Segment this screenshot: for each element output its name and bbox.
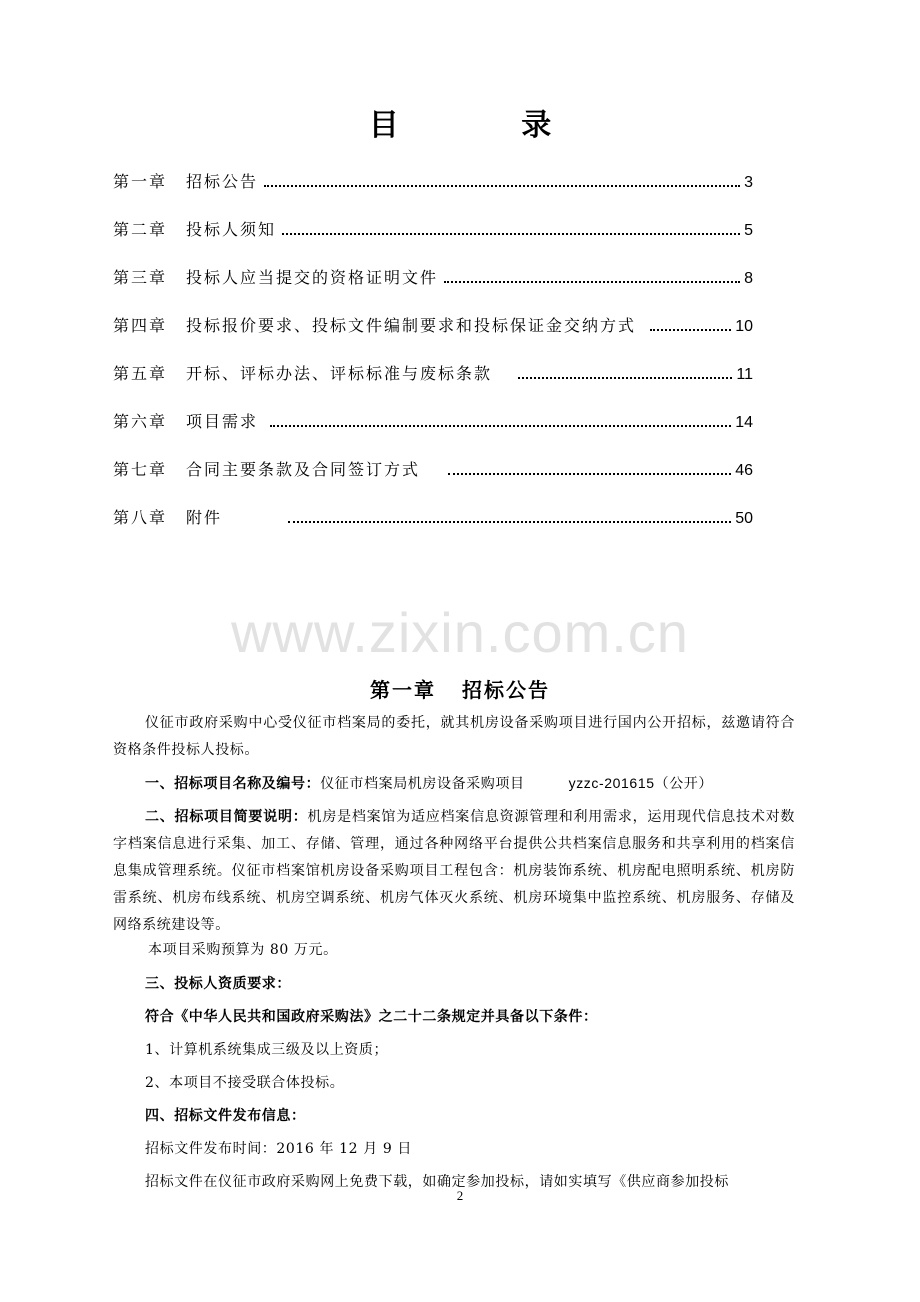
intro-paragraph: 仪征市政府采购中心受仪征市档案局的委托，就其机房设备采购项目进行国内公开招标，兹邀请符合资格条件投标人投标。 [113,715,795,758]
toc-entry-title: 开标、评标办法、评标标准与废标条款 [186,364,493,383]
release-date: 招标文件发布时间：2016 年 12 月 9 日 [145,1141,413,1157]
toc-chapter: 第八章 [113,508,168,527]
toc-entry-title: 投标报价要求、投标文件编制要求和投标保证金交纳方式 [186,316,637,335]
toc-chapter: 第二章 [113,220,168,239]
toc-leader-dots [518,377,732,379]
toc-leader-dots [650,329,731,331]
toc-page-number: 5 [744,222,753,239]
page-number: 2 [456,1188,464,1203]
qualification-item: 1、计算机系统集成三级及以上资质； [145,1042,389,1058]
project-code: yzzc-201615（公开） [568,775,713,791]
section-release-info [113,1103,795,1130]
toc-entry-title: 附件 [186,508,223,527]
toc-page-number: 50 [735,510,753,527]
toc-page-number: 14 [735,414,753,431]
toc-entry[interactable] [113,217,753,243]
toc-page-number: 10 [735,318,753,335]
toc-page-number: 46 [735,462,753,479]
section-text: 机房是档案馆为适应档案信息资源管理和利用需求，运用现代信息技术对数字档案信息进行采集、加工、存储、管理，通过各种网络平台提供公共档案信息服务和共享利用的档案信息集成管理系统。仪征市档案馆机房设备采购项目工程包含：机房装饰系统、机房配电照明系统、机房防雷系统、机房布线系统、机房空调系统、机房气体灭火系统、机房环境集中监控系统、机房服务、存储及网络系统建设等。 [113,809,795,933]
toc-entry[interactable] [113,457,753,483]
toc-entry-title: 合同主要条款及合同签订方式 [186,460,421,479]
toc-entry[interactable] [113,505,753,531]
toc-chapter: 第三章 [113,268,168,287]
section-qualification [113,971,795,998]
toc-chapter: 第四章 [113,316,168,335]
toc-chapter: 第七章 [113,460,168,479]
toc-leader-dots [448,473,731,475]
toc-page-number: 3 [744,174,753,191]
toc-entry[interactable] [113,409,753,435]
toc-entry[interactable] [113,313,753,339]
toc-title: 目 录 [368,108,608,143]
section-label: 一、招标项目名称及编号： [145,776,321,792]
qualification-item: 2、本项目不接受联合体投标。 [145,1075,345,1091]
section-label: 三、投标人资质要求： [145,976,291,992]
chapter-name: 招标公告 [462,678,550,702]
qualification-subtitle: 符合《中华人民共和国政府采购法》之二十二条规定并具备以下条件： [145,1009,598,1025]
toc-page-number: 11 [736,366,753,383]
toc-leader-dots [288,521,731,523]
toc-entry[interactable] [113,361,753,387]
watermark: www.zixin.com.cn [231,601,689,664]
section-label: 二、招标项目简要说明： [145,809,308,825]
toc-leader-dots [444,281,740,283]
toc-page-number: 8 [744,270,753,287]
budget-line: 本项目采购预算为 80 万元。 [148,942,338,958]
toc-chapter: 第一章 [113,172,168,191]
chapter-title [0,674,920,703]
toc-entry[interactable] [113,265,753,291]
toc-entry-title: 项目需求 [186,412,259,431]
section-label: 四、招标文件发布信息： [145,1108,306,1124]
toc-entry[interactable] [113,169,753,195]
chapter-number: 第一章 [370,678,436,702]
project-name: 仪征市档案局机房设备采购项目 [320,776,525,792]
release-text: 招标文件在仪征市政府采购网上免费下载，如确定参加投标，请如实填写《供应商参加投标 [145,1174,729,1190]
chapter-body [113,710,795,1196]
toc-chapter: 第五章 [113,364,168,383]
section-project-description [113,804,795,939]
toc-leader-dots [270,425,731,427]
toc-entry-title: 投标人须知 [186,220,277,239]
toc-entry-title: 招标公告 [186,172,259,191]
toc-leader-dots [264,185,740,187]
toc-entry-title: 投标人应当提交的资格证明文件 [186,268,439,287]
section-project-name [113,770,795,798]
toc-chapter: 第六章 [113,412,168,431]
toc-leader-dots [282,233,740,235]
